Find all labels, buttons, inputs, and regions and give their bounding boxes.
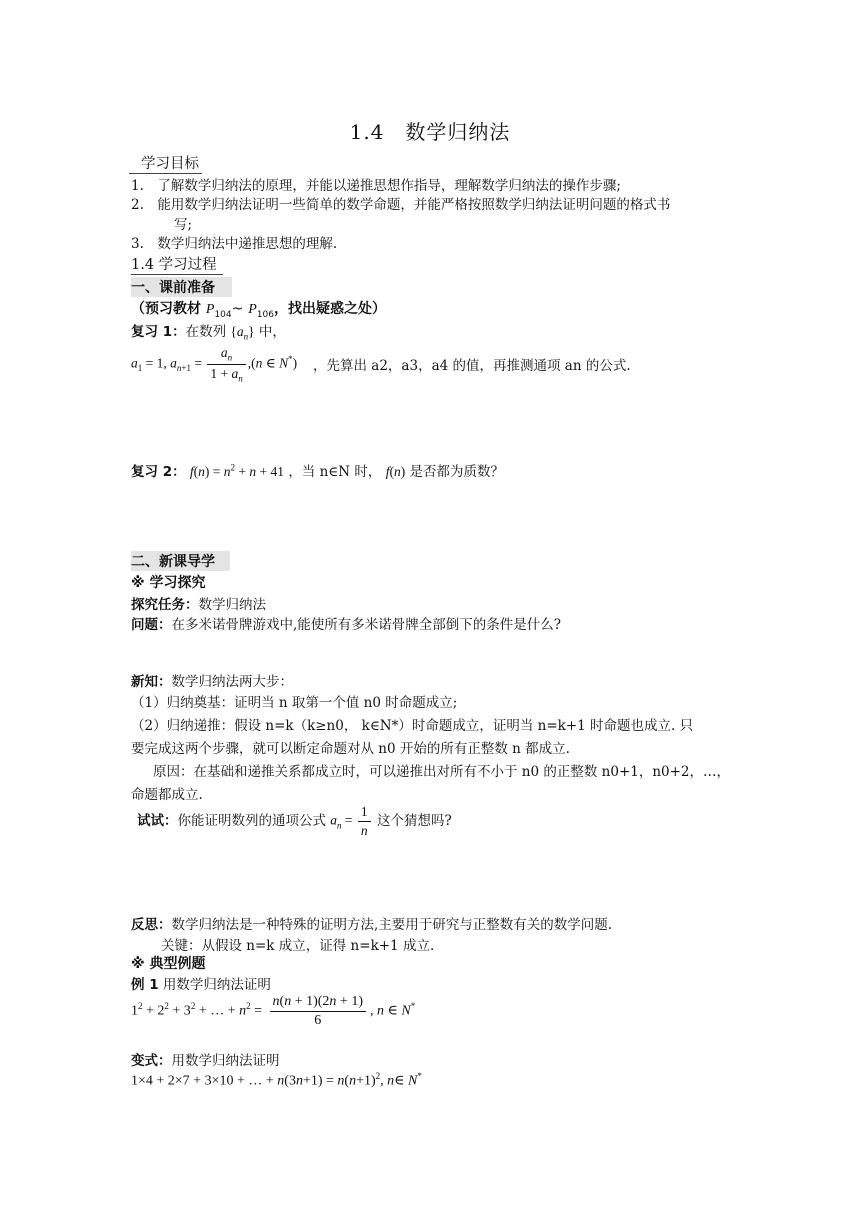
reason-cont-line: 命题都成立. (131, 787, 203, 803)
review1-task: ，先算出 a2，a3，a4 的值，再推测通项 an 的公式. (313, 358, 631, 374)
review1-formula: $a_1 = 1$, $a_{n+1}$ = $\frac{a_n}{1 + a_n}$ ,(n ∈ N*) (131, 345, 298, 384)
try-line: 试试：你能证明数列的通项公式 $a_n$ = $\frac{1}{n}$ 这个猜想吗? (137, 804, 452, 838)
reflect-line: 反思：数学归纳法是一种特殊的证明方法,主要用于研究与正整数有关的数学问题. (131, 917, 613, 933)
page-title: 1.4 数学归纳法 (349, 120, 511, 144)
step2-line: （2）归纳递推：假设 n=k（k≥n0， k∈N*）时命题成立，证明当 n=k+1 时命题也成立. 只 (131, 718, 694, 734)
example1-line: 例 1 用数学归纳法证明 (131, 977, 271, 993)
examples-heading: ※ 典型例题 (131, 956, 206, 972)
goal-item-2-cont: 写; (174, 217, 193, 233)
review2: 复习 2： $f(n) = n^2 + n + 41$ ，当 n∈N 时， f(n) 是否都为质数？ (131, 462, 505, 480)
process-heading: 1.4 学习过程 (131, 253, 223, 275)
variant-line: 变式：用数学归纳法证明 (131, 1053, 280, 1069)
goal-item-2: 2. 能用数学归纳法证明一些简单的数学命题，并能严格按照数学归纳法证明问题的格式书 (131, 197, 671, 213)
goals-heading: 学习目标 (129, 152, 202, 174)
step1-line: （1）归纳奠基：证明当 n 取第一个值 n0 时命题成立; (131, 695, 458, 711)
section2-heading: 二、新课导学 (131, 551, 230, 571)
example1-formula: $1^2 + 2^2 + 3^2$ + … + $n^2$ = $\frac{n(n + 1)(2n + 1)}{6}$ , n ∈ N* (131, 994, 416, 1028)
preview-note: （预习教材 $P_{104}\sim$ $P_{106}$，找出疑惑之处） (131, 301, 386, 320)
variant-formula: 1×4 + 2×7 + 3×10 + … + $n(3n+1) = n(n+1)^2$, n∈ N* (131, 1071, 422, 1089)
goal-item-3: 3. 数学归纳法中递推思想的理解. (131, 236, 338, 252)
goal-item-1: 1. 了解数学归纳法的原理，并能以递推思想作指导，理解数学归纳法的操作步骤; (131, 178, 621, 194)
newknow-line: 新知：数学归纳法两大步： (131, 674, 293, 690)
key-line: 关键：从假设 n=k 成立，证得 n=k+1 成立. (161, 938, 435, 954)
explore-heading: ※ 学习探究 (131, 575, 206, 591)
reason-line: 原因：在基础和递推关系都成立时，可以递推出对所有不小于 n0 的正整数 n0+1，n0+2，…， (153, 764, 731, 780)
question-line: 问题：在多米诺骨牌游戏中,能使所有多米诺骨牌全部倒下的条件是什么? (131, 617, 562, 633)
task-line: 探究任务：数学归纳法 (131, 597, 266, 613)
section1-heading: 一、课前准备 (131, 277, 232, 297)
step2-cont-line: 要完成这两个步骤，就可以断定命题对从 n0 开始的所有正整数 n 都成立. (131, 741, 570, 757)
review1: 复习 1：在数列 $\{a_n\}$ 中， (131, 324, 286, 342)
